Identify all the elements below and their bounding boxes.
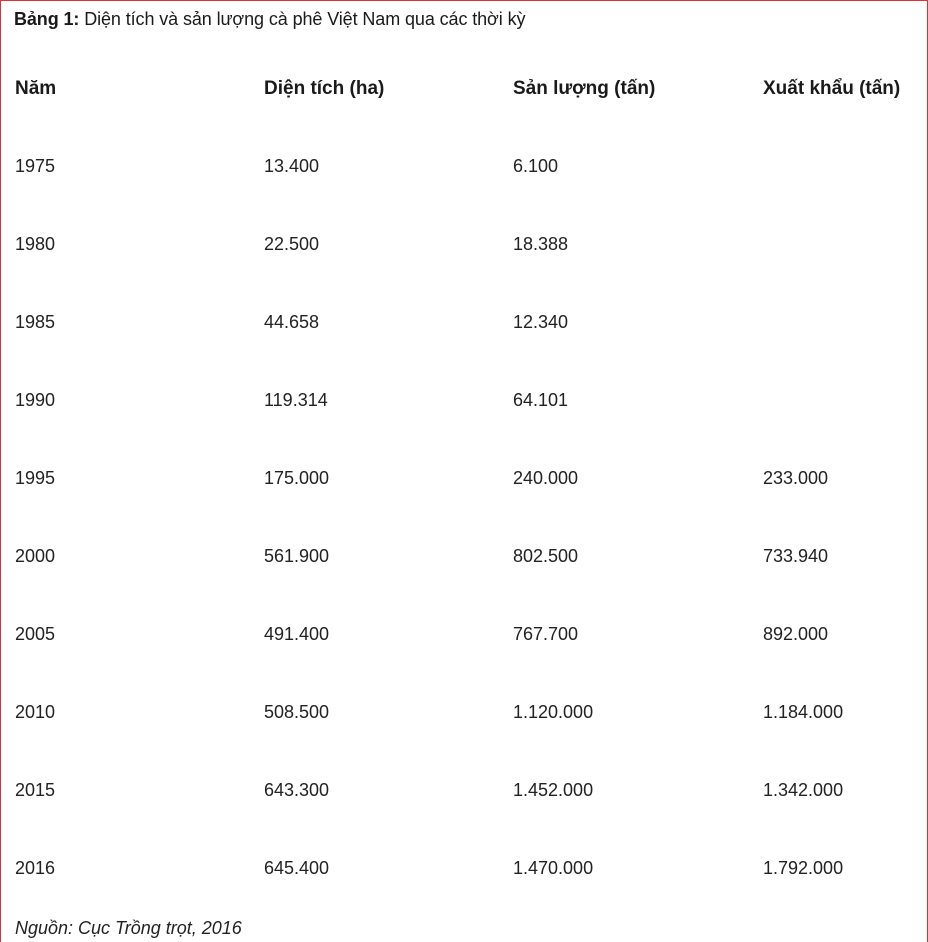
cell-output: 1.120.000 [513, 702, 594, 722]
cell-output: 802.500 [513, 546, 579, 566]
cell-year: 2005 [15, 624, 56, 644]
source-note: Nguồn: Cục Trồng trọt, 2016 [15, 918, 242, 938]
cell-year: 1980 [15, 234, 56, 254]
cell-area: 13.400 [264, 156, 320, 176]
table-caption [14, 7, 525, 31]
cell-output: 64.101 [513, 390, 569, 410]
table-row [1, 232, 927, 310]
cell-export: 1.184.000 [763, 702, 844, 722]
cell-output: 767.700 [513, 624, 579, 644]
column-header-year: Năm [15, 78, 57, 99]
cell-area: 561.900 [264, 546, 330, 566]
cell-export: 733.940 [763, 546, 829, 566]
cell-output: 6.100 [513, 156, 559, 176]
cell-output: 12.340 [513, 312, 569, 332]
cell-area: 119.314 [264, 390, 328, 410]
table-body [1, 154, 927, 934]
cell-output: 240.000 [513, 468, 579, 488]
cell-export: 892.000 [763, 624, 829, 644]
cell-year: 1985 [15, 312, 56, 332]
cell-export: 233.000 [763, 468, 829, 488]
table-row [1, 154, 927, 232]
cell-area: 508.500 [264, 702, 330, 722]
table-row [1, 310, 927, 388]
column-header-area: Diện tích (ha) [264, 78, 385, 99]
table-row [1, 466, 927, 544]
table-row [1, 388, 927, 466]
cell-year: 2000 [15, 546, 56, 566]
cell-output: 1.452.000 [513, 780, 594, 800]
table-row [1, 622, 927, 700]
cell-year: 1975 [15, 156, 56, 176]
cell-export: 1.792.000 [763, 858, 844, 878]
table-caption-text: Diện tích và sản lượng cà phê Việt Nam qua các thời kỳ [84, 9, 526, 29]
table-row [1, 700, 927, 778]
cell-area: 491.400 [264, 624, 330, 644]
cell-area: 645.400 [264, 858, 330, 878]
cell-year: 2015 [15, 780, 56, 800]
column-header-output: Sản lượng (tấn) [513, 78, 656, 99]
cell-area: 22.500 [264, 234, 320, 254]
cell-area: 44.658 [264, 312, 320, 332]
table-row [1, 544, 927, 622]
cell-year: 2010 [15, 702, 56, 722]
cell-area: 643.300 [264, 780, 330, 800]
cell-year: 2016 [15, 858, 56, 878]
cell-output: 18.388 [513, 234, 569, 254]
cell-year: 1990 [15, 390, 56, 410]
table-caption-prefix: Bảng 1: [14, 9, 80, 29]
cell-year: 1995 [15, 468, 56, 488]
cell-export: 1.342.000 [763, 780, 844, 800]
table-row [1, 778, 927, 856]
column-header-export: Xuất khẩu (tấn) [763, 78, 901, 99]
cell-area: 175.000 [264, 468, 330, 488]
cell-output: 1.470.000 [513, 858, 594, 878]
